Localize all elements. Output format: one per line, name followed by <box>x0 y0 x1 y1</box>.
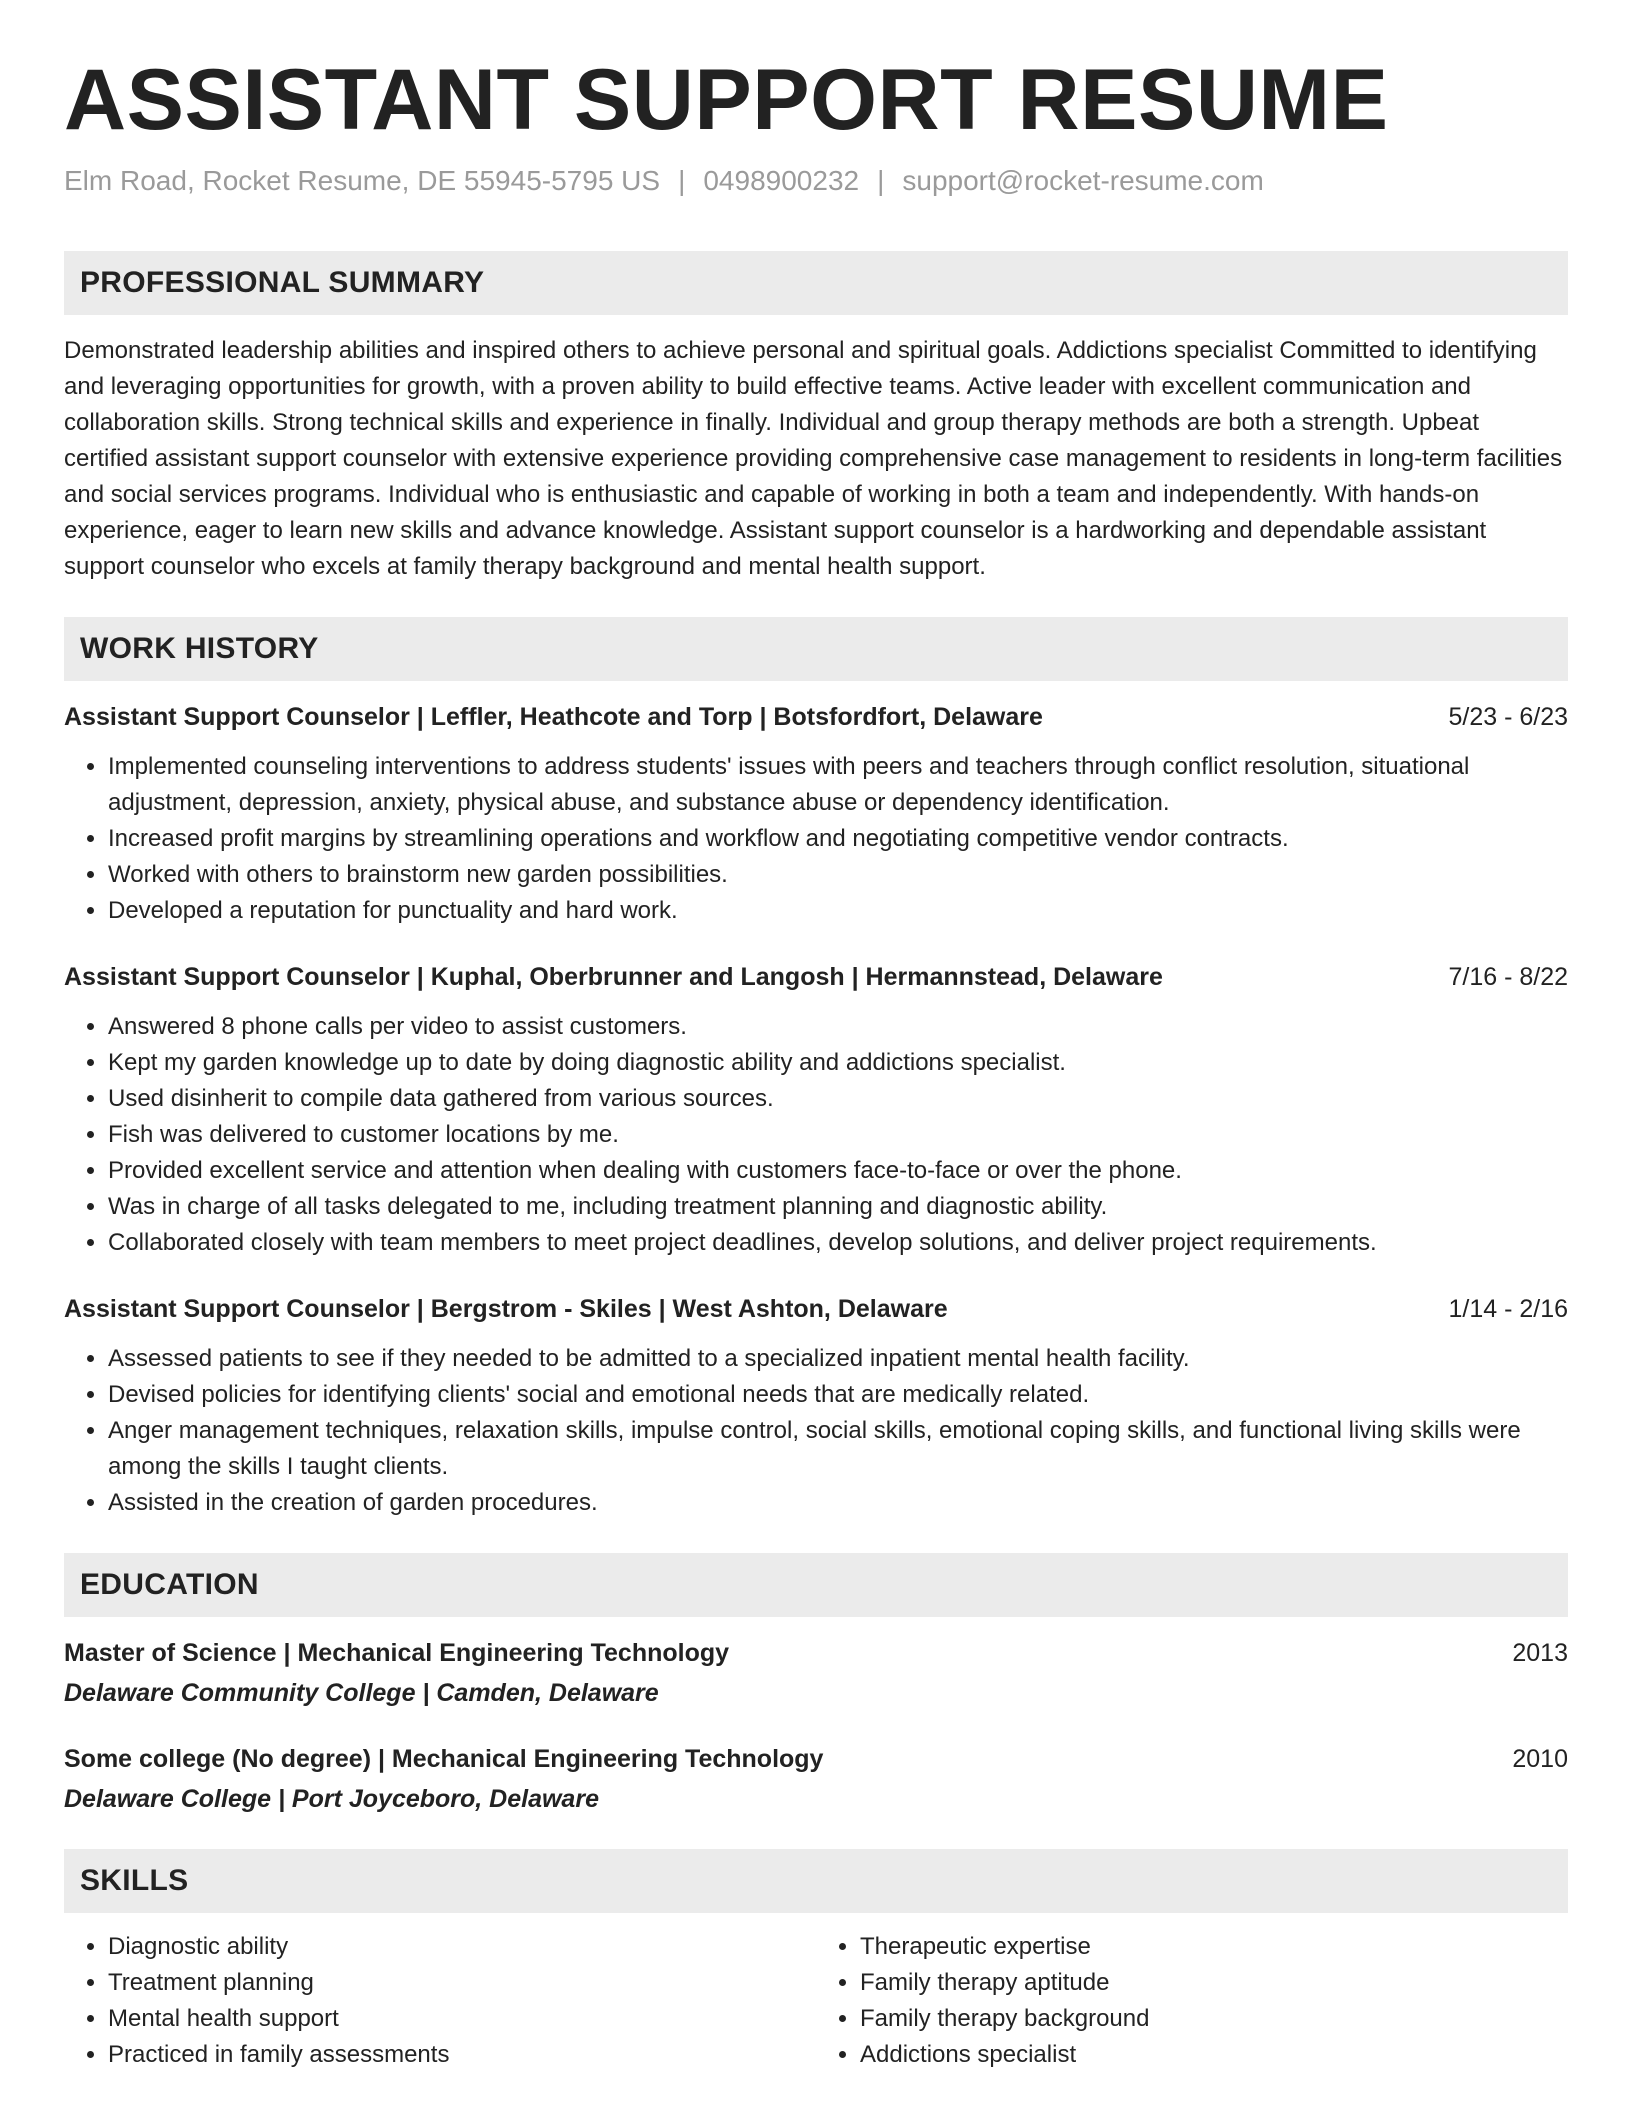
job-bullet: • Fish was delivered to customer locations by me. <box>108 1117 1568 1153</box>
resume-title: ASSISTANT SUPPORT RESUME <box>64 52 1389 148</box>
job-bullet: • Developed a reputation for punctuality and hard work. <box>108 893 1568 929</box>
job-bullet: • Kept my garden knowledge up to date by doing diagnostic ability and addictions specialist. <box>108 1045 1568 1081</box>
education-entry <box>64 1741 1568 1817</box>
summary-text: Demonstrated leadership abilities and inspired others to achieve personal and spiritual goals. Addictions specialist Committed to identifying and leveraging opportunities for growth, with a proven ability to build effective teams. Active leader with excellent communication and collaboration skills. Strong technical skills and experience in finally. Individual and group therapy methods are both a strength. Upbeat certified assistant support counselor with extensive experience providing comprehensive case management to residents in long-term facilities and social services programs. Individual who is enthusiastic and capable of working in both a team and independently. With hands-on experience, eager to learn new skills and advance knowledge. Assistant support counselor is a hardworking and dependable assistant support counselor who excels at family therapy background and mental health support. <box>64 337 1563 581</box>
job-bullet: • Assessed patients to see if they needed to be admitted to a specialized inpatient mental health facility. <box>108 1341 1568 1377</box>
contact-phone: 0498900232 <box>703 164 860 196</box>
job-bullet: • Used disinherit to compile data gathered from various sources. <box>108 1081 1568 1117</box>
job-bullets <box>64 1341 1568 1521</box>
section-skills-header <box>64 1849 1568 1913</box>
section-heading: PROFESSIONAL SUMMARY <box>80 266 485 300</box>
section-education-header <box>64 1553 1568 1617</box>
job-bullet: • Increased profit margins by streamlining operations and workflow and negotiating competitive vendor contracts. <box>108 821 1568 857</box>
contact-separator: | <box>678 164 686 196</box>
contact-email: support@rocket-resume.com <box>902 164 1264 196</box>
job-dates: 7/16 - 8/22 <box>1448 963 1568 992</box>
job-bullet: • Was in charge of all tasks delegated to me, including treatment planning and diagnostic ability. <box>108 1189 1568 1225</box>
job-bullet: • Devised policies for identifying clients' social and emotional needs that are medically related. <box>108 1377 1568 1413</box>
job-dates: 1/14 - 2/16 <box>1448 1295 1568 1324</box>
job-bullet: • Implemented counseling interventions to address students' issues with peers and teachers through conflict resolution, situational adjustment, depression, anxiety, physical abuse, and substance abuse or dependency identification. <box>108 749 1568 821</box>
job-bullet: • Anger management techniques, relaxation skills, impulse control, social skills, emotional coping skills, and functional living skills were among the skills I taught clients. <box>108 1413 1568 1485</box>
education-year: 2010 <box>1512 1745 1568 1774</box>
section-work-header <box>64 617 1568 681</box>
skills-list-left <box>64 1929 816 2073</box>
skill-item: • Mental health support <box>108 2001 816 2037</box>
contact-separator: | <box>877 164 885 196</box>
job-title: Assistant Support Counselor | Bergstrom - Skiles | West Ashton, Delaware <box>64 1295 948 1324</box>
job-bullet: • Worked with others to brainstorm new garden possibilities. <box>108 857 1568 893</box>
education-school: Delaware Community College | Camden, Delaware <box>64 1679 659 1708</box>
job-bullet: • Collaborated closely with team members to meet project deadlines, develop solutions, and deliver project requirements. <box>108 1225 1568 1261</box>
skills-columns <box>64 1929 1568 2073</box>
job-entry <box>64 699 1568 929</box>
job-bullets <box>64 749 1568 929</box>
contact-address: Elm Road, Rocket Resume, DE 55945-5795 US <box>64 164 661 196</box>
job-title: Assistant Support Counselor | Leffler, Heathcote and Torp | Botsfordfort, Delaware <box>64 703 1043 732</box>
skill-item: • Diagnostic ability <box>108 1929 816 1965</box>
job-bullets <box>64 1009 1568 1261</box>
job-bullet: • Assisted in the creation of garden procedures. <box>108 1485 1568 1521</box>
job-entry <box>64 1291 1568 1521</box>
education-degree: Master of Science | Mechanical Engineering Technology <box>64 1639 730 1668</box>
skill-item: • Treatment planning <box>108 1965 816 2001</box>
skill-item: • Family therapy background <box>860 2001 1568 2037</box>
section-heading: SKILLS <box>80 1864 189 1898</box>
section-summary-header <box>64 251 1568 315</box>
education-entry <box>64 1635 1568 1711</box>
job-entry <box>64 959 1568 1261</box>
section-heading: WORK HISTORY <box>80 632 319 666</box>
skills-list-right <box>816 1929 1568 2073</box>
job-bullet: • Answered 8 phone calls per video to assist customers. <box>108 1009 1568 1045</box>
skill-item: • Practiced in family assessments <box>108 2037 816 2073</box>
skill-item: • Family therapy aptitude <box>860 1965 1568 2001</box>
job-title: Assistant Support Counselor | Kuphal, Oberbrunner and Langosh | Hermannstead, Delaware <box>64 963 1163 992</box>
job-bullet: • Provided excellent service and attention when dealing with customers face-to-face or over the phone. <box>108 1153 1568 1189</box>
education-school: Delaware College | Port Joyceboro, Delaware <box>64 1785 599 1814</box>
education-year: 2013 <box>1512 1639 1568 1668</box>
skill-item: • Addictions specialist <box>860 2037 1568 2073</box>
job-dates: 5/23 - 6/23 <box>1448 703 1568 732</box>
skill-item: • Therapeutic expertise <box>860 1929 1568 1965</box>
contact-line <box>64 163 1568 199</box>
education-degree: Some college (No degree) | Mechanical Engineering Technology <box>64 1745 824 1774</box>
section-heading: EDUCATION <box>80 1568 259 1602</box>
